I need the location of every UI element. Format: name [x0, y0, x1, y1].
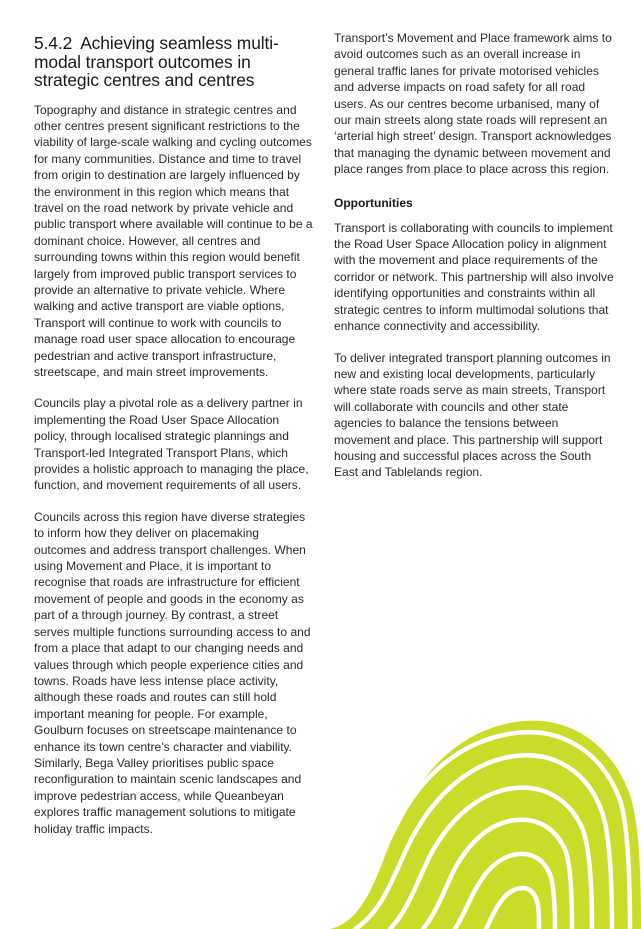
body-paragraph: Transport’s Movement and Place framework aims to avoid outcomes such as an overall increase in general traffic lanes for private motorised vehicles and adverse impacts on road safety for all road users. As our centres become urbanised, many of our main streets along state roads will represent an ‘arterial high street’ design. Transport acknowledges that managing the dynamic between movement and place ranges from place to place across this region. — [334, 31, 612, 177]
section-title: Achieving seamless multi-modal transport outcomes in strategic centres and centres — [34, 33, 279, 90]
body-paragraph: To deliver integrated transport planning outcomes in new and existing local developments, particularly where state roads serve as main streets, Transport will collaborate with councils and other state agencies to balance the tensions between movement and place. This partnership will support housing and successful places across the South East and Tablelands region. — [334, 350, 611, 480]
body-paragraph: Councils across this region have diverse strategies to inform how they deliver on placemaking outcomes and address transport challenges. When using Movement and Place, it is important to recognise that roads are infrastructure for efficient movement of people and goods in the economy as part of a through journey. By contrast, a street serves multiple functions surrounding access to and from a place that adapt to our changing needs and values through which people experience cities and towns. Roads have less intense place activity, although these roads and routes can still hold important meaning for people. For example, Goulburn focuses on streetscape maintenance to enhance its town centre’s character and viability. Similarly, Bega Valley prioritises public space reconfiguration to maintain scenic landscapes and improve pedestrian access, while Queanbeyan explores traffic management solutions to mitigate holiday traffic impacts. — [34, 509, 311, 836]
right-column — [334, 30, 614, 496]
section-heading — [34, 34, 314, 90]
body-paragraph: Councils play a pivotal role as a delivery partner in implementing the Road User Space Allocation policy, through localised strategic plannings and Transport-led Integrated Transport Plans, which provides a holistic approach to managing the place, function, and movement requirements of all users. — [34, 396, 309, 493]
left-column — [34, 34, 314, 852]
section-number: 5.4.2 — [34, 33, 73, 53]
body-paragraph: Transport is collaborating with councils to implement the Road User Space Allocation policy in alignment with the movement and place requirements of the corridor or network. This partnership will also involve identifying opportunities and constraints within all strategic centres to inform multimodal solutions that enhance connectivity and accessibility. — [334, 220, 614, 334]
body-paragraph: Topography and distance in strategic centres and other centres present significant restrictions to the viability of large-scale walking and cycling outcomes for many communities. Distance and time to travel from origin to destination are largely influenced by the environment in this region which means that travel on the road network by private vehicle and public transport where available will continue to be a dominant choice. However, all centres and surrounding towns within this region would benefit largely from improved public transport services to provide an alternative to private vehicle. Where walking and active transport are viable options, Transport will continue to work with councils to manage road user space allocation to encourage pedestrian and active transport infrastructure, streetscape, and main street improvements. — [34, 102, 313, 379]
contour-arches-graphic — [300, 700, 641, 929]
opportunities-heading: Opportunities — [334, 195, 413, 210]
